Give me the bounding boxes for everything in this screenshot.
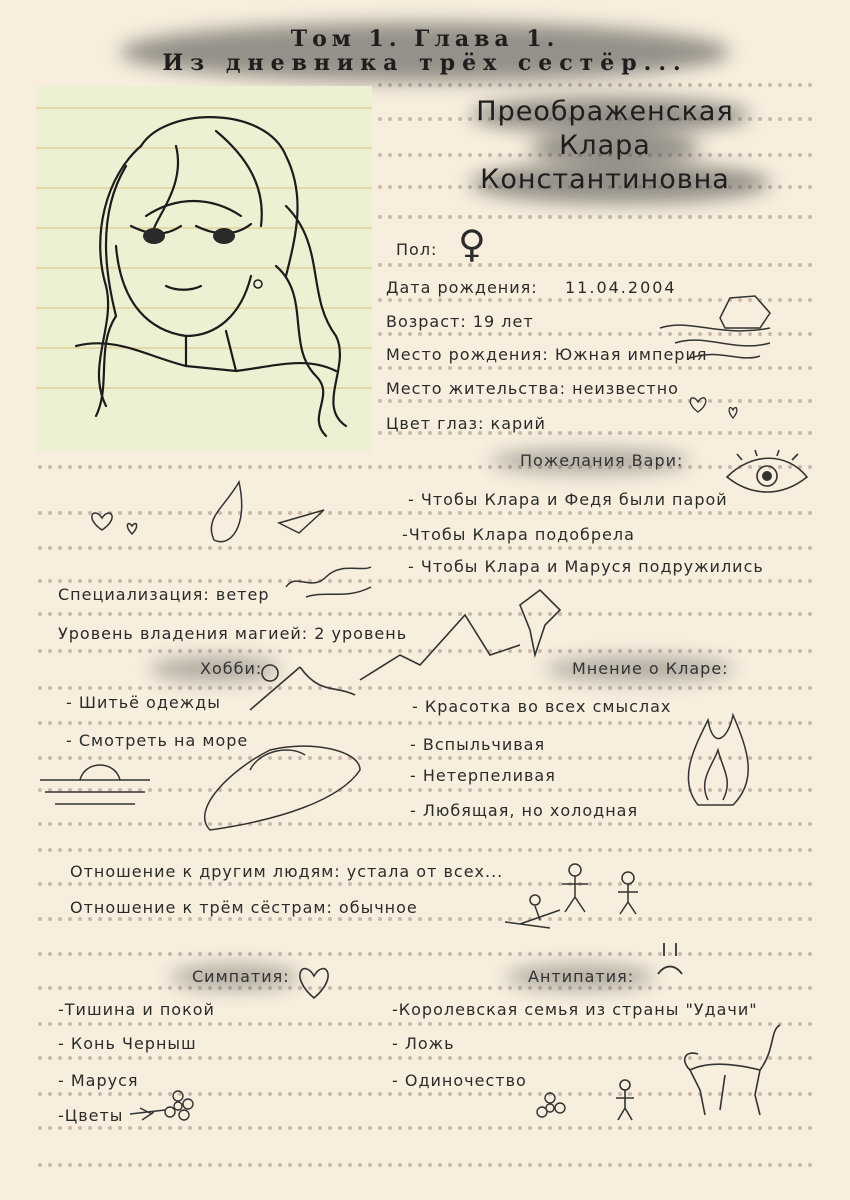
heart-doodle-icon: [294, 958, 334, 1008]
fire-doodle-icon: [678, 710, 758, 810]
wish-item: -Чтобы Клара подобрела: [402, 525, 635, 544]
female-symbol-icon: ♀: [458, 222, 486, 266]
like-item: -Цветы: [58, 1106, 124, 1125]
needle-thread-icon: [240, 655, 360, 715]
gender-label: Пол:: [396, 240, 438, 259]
wind-doodle-icon: [84, 478, 344, 558]
small-flower-doodle-icon: [530, 1090, 580, 1130]
chapter-title: Том 1. Глава 1.: [290, 26, 560, 52]
sunset-hat-doodle-icon: [40, 730, 370, 840]
first-name: Клара: [559, 130, 651, 161]
chapter-subtitle: Из дневника трёх сестёр...: [162, 50, 688, 76]
mountain-bird-doodle-icon: [360, 585, 570, 695]
birth-date-value: 11.04.2004: [565, 278, 677, 297]
residence: Место жительства: неизвестно: [386, 379, 679, 398]
opinion-item: - Любящая, но холодная: [410, 801, 639, 820]
opinion-item: - Красотка во всех смыслах: [412, 697, 672, 716]
patronymic: Константиновна: [480, 164, 730, 195]
dislike-item: - Ложь: [392, 1034, 455, 1053]
hearts-doodle-icon: [688, 390, 748, 430]
relation-sisters: Отношение к трём сёстрам: обычное: [70, 898, 418, 917]
eye-color: Цвет глаз: карий: [386, 414, 546, 433]
birthplace: Место рождения: Южная империя: [386, 345, 708, 364]
like-item: - Конь Черныш: [58, 1034, 197, 1053]
portrait-frame: [36, 86, 372, 452]
hobby-item: - Смотреть на море: [66, 731, 249, 750]
wishes-heading: Пожелания Вари:: [520, 451, 684, 470]
hobby-item: - Шитьё одежды: [66, 693, 221, 712]
like-item: -Тишина и покой: [58, 1000, 215, 1019]
hobbies-heading: Хобби:: [200, 659, 263, 678]
like-item: - Маруся: [58, 1071, 139, 1090]
surname: Преображенская: [476, 96, 734, 127]
likes-heading: Симпатия:: [192, 967, 290, 986]
sea-house-doodle-icon: [660, 288, 780, 368]
dislike-item: -Королевская семья из страны "Удачи": [392, 1000, 758, 1019]
sad-face-doodle-icon: [650, 938, 690, 978]
relation-people: Отношение к другим людям: устала от всех...: [70, 862, 504, 881]
wish-item: - Чтобы Клара и Маруся подружились: [408, 557, 764, 576]
dislike-item: - Одиночество: [392, 1071, 527, 1090]
flower-doodle-icon: [130, 1090, 200, 1130]
opinion-item: - Нетерпеливая: [410, 766, 556, 785]
opinion-heading: Мнение о Кларе:: [572, 659, 729, 678]
birth-date-label: Дата рождения:: [386, 278, 538, 297]
eye-doodle-icon: [722, 452, 812, 502]
wish-item: - Чтобы Клара и Федя были парой: [408, 490, 728, 509]
horse-doodle-icon: [610, 1020, 790, 1130]
opinion-item: - Вспыльчивая: [410, 735, 546, 754]
age: Возраст: 19 лет: [386, 312, 534, 331]
magic-level: Уровень владения магией: 2 уровень: [58, 624, 408, 643]
dislikes-heading: Антипатия:: [528, 967, 635, 986]
specialization: Специализация: ветер: [58, 585, 270, 604]
portrait-drawing: [36, 86, 372, 452]
stick-figures-doodle-icon: [500, 862, 680, 932]
